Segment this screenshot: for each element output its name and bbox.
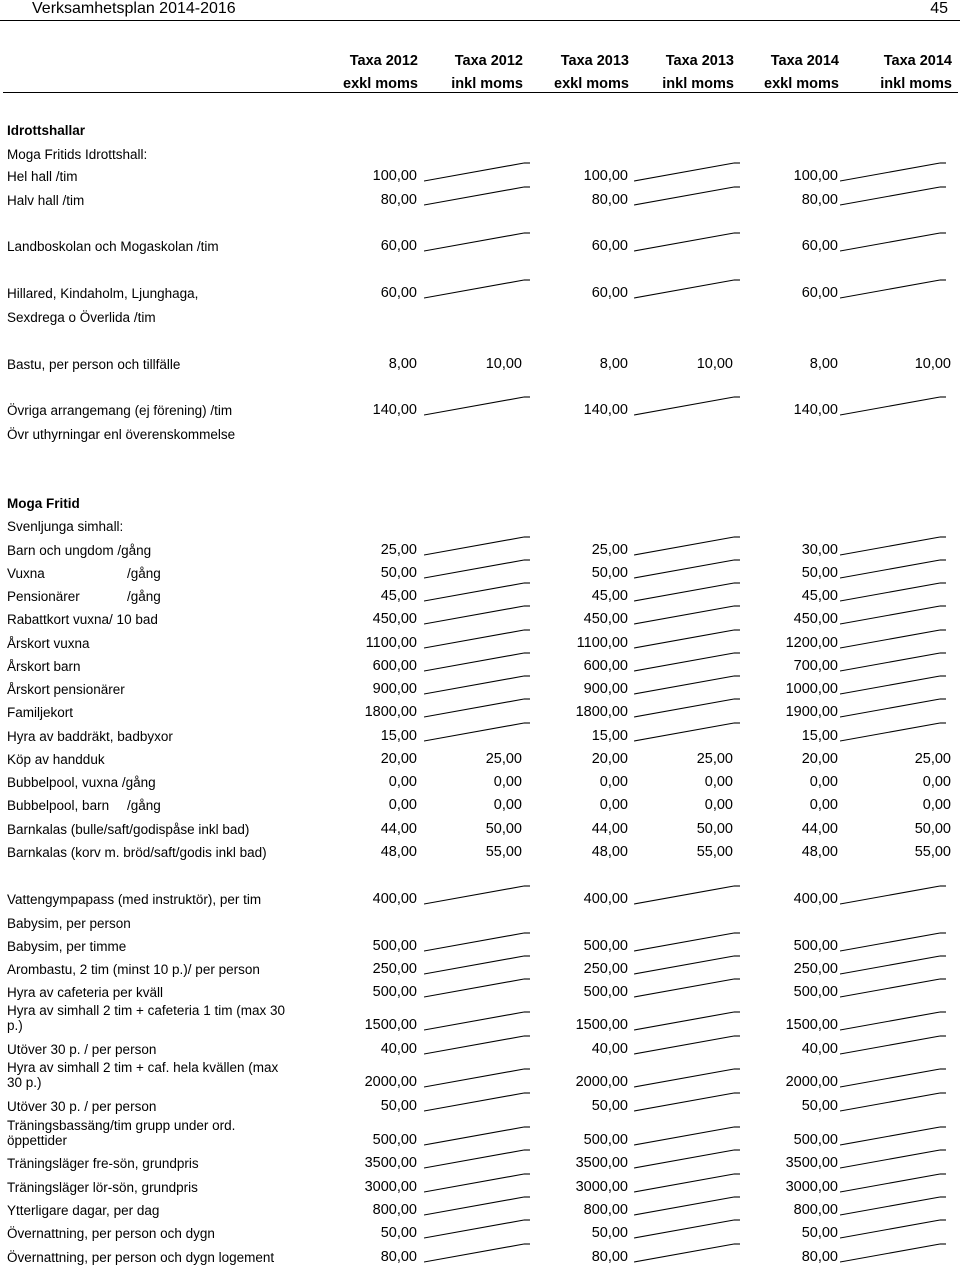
not-applicable-mark <box>424 160 530 182</box>
price-cell: 0,00 <box>599 797 628 813</box>
row-label: Årskort vuxna <box>7 636 90 651</box>
price-cell: 45,00 <box>801 588 838 604</box>
price-cell: 1200,00 <box>785 635 838 651</box>
price-cell: 50,00 <box>801 1225 838 1241</box>
price-cell: 25,00 <box>380 542 417 558</box>
row-label: Barnkalas (korv m. bröd/saft/godis inkl bad) <box>7 845 267 860</box>
price-cell: 1500,00 <box>364 1017 417 1033</box>
not-applicable-mark <box>840 930 946 952</box>
not-applicable-mark <box>424 1171 530 1193</box>
not-applicable-mark <box>424 557 530 579</box>
not-applicable-mark <box>840 160 946 182</box>
not-applicable-mark <box>840 184 946 206</box>
price-cell: 450,00 <box>583 611 628 627</box>
not-applicable-mark <box>634 1090 740 1112</box>
price-cell: 0,00 <box>599 774 628 790</box>
not-applicable-mark <box>840 1171 946 1193</box>
row-label: Sexdrega o Överlida /tim <box>7 310 156 325</box>
price-cell: 1100,00 <box>365 635 417 651</box>
price-cell: 8,00 <box>599 356 628 372</box>
column-header-taxa-2012-inkl: Taxa 2012 inkl moms <box>451 53 523 92</box>
price-cell: 800,00 <box>372 1202 417 1218</box>
price-cell: 0,00 <box>493 774 522 790</box>
row-label-unit: /gång <box>127 589 161 604</box>
row-label: Halv hall /tim <box>7 193 85 208</box>
price-cell: 100,00 <box>793 168 838 184</box>
price-cell: 1500,00 <box>575 1017 628 1033</box>
row-label: Köp av handduk <box>7 752 105 767</box>
not-applicable-mark <box>634 230 740 252</box>
not-applicable-mark <box>424 277 530 299</box>
price-cell: 450,00 <box>793 611 838 627</box>
section-heading: Idrottshallar <box>7 123 86 138</box>
not-applicable-mark <box>840 1033 946 1055</box>
row-label: Övernattning, per person och dygn logement <box>7 1250 275 1265</box>
column-header-taxa-2013-inkl: Taxa 2013 inkl moms <box>662 53 734 92</box>
row-label: Hillared, Kindaholm, Ljunghaga, <box>7 286 199 301</box>
price-cell: 500,00 <box>583 984 628 1000</box>
not-applicable-mark <box>634 1147 740 1169</box>
price-cell: 50,00 <box>914 821 951 837</box>
not-applicable-mark <box>424 1033 530 1055</box>
not-applicable-mark <box>424 627 530 649</box>
not-applicable-mark <box>840 696 946 718</box>
price-cell: 3000,00 <box>575 1179 628 1195</box>
price-cell: 50,00 <box>591 1098 628 1114</box>
not-applicable-mark <box>840 394 946 416</box>
price-cell: 60,00 <box>591 285 628 301</box>
price-cell: 50,00 <box>591 1225 628 1241</box>
not-applicable-mark <box>634 394 740 416</box>
price-cell: 1000,00 <box>785 681 838 697</box>
not-applicable-mark <box>840 883 946 905</box>
price-cell: 20,00 <box>380 751 417 767</box>
not-applicable-mark <box>634 930 740 952</box>
row-label: Babysim, per person <box>7 916 131 931</box>
price-cell: 50,00 <box>380 565 417 581</box>
price-cell: 900,00 <box>583 681 628 697</box>
price-cell: 15,00 <box>380 728 417 744</box>
price-cell: 45,00 <box>591 588 628 604</box>
not-applicable-mark <box>840 557 946 579</box>
not-applicable-mark <box>424 1066 530 1088</box>
section-heading: Moga Fritid <box>7 496 80 511</box>
price-cell: 60,00 <box>380 238 417 254</box>
row-label: Träningsläger fre-sön, grundpris <box>7 1156 199 1171</box>
not-applicable-mark <box>840 953 946 975</box>
not-applicable-mark <box>634 160 740 182</box>
price-cell: 15,00 <box>801 728 838 744</box>
row-label: Övriga arrangemang (ej förening) /tim <box>7 403 233 418</box>
price-cell: 8,00 <box>809 356 838 372</box>
not-applicable-mark <box>634 580 740 602</box>
not-applicable-mark <box>634 534 740 556</box>
row-label: Barn och ungdom /gång <box>7 543 152 558</box>
not-applicable-mark <box>634 696 740 718</box>
price-cell: 2000,00 <box>785 1074 838 1090</box>
not-applicable-mark <box>634 603 740 625</box>
price-cell: 0,00 <box>704 774 733 790</box>
row-label: Arombastu, 2 tim (minst 10 p.)/ per person <box>7 962 260 977</box>
not-applicable-mark <box>840 277 946 299</box>
price-cell: 50,00 <box>801 1098 838 1114</box>
price-cell: 40,00 <box>801 1041 838 1057</box>
not-applicable-mark <box>840 603 946 625</box>
not-applicable-mark <box>840 673 946 695</box>
price-cell: 55,00 <box>696 844 733 860</box>
price-cell: 0,00 <box>809 774 838 790</box>
price-cell: 500,00 <box>793 938 838 954</box>
not-applicable-mark <box>424 580 530 602</box>
not-applicable-mark <box>424 1124 530 1146</box>
not-applicable-mark <box>634 1241 740 1263</box>
not-applicable-mark <box>424 534 530 556</box>
not-applicable-mark <box>840 650 946 672</box>
price-cell: 25,00 <box>591 542 628 558</box>
not-applicable-mark <box>424 394 530 416</box>
price-cell: 1900,00 <box>785 704 838 720</box>
column-header-taxa-2014-inkl: Taxa 2014 inkl moms <box>880 53 952 92</box>
row-label: Årskort pensionärer <box>7 682 125 697</box>
row-label: Årskort barn <box>7 659 81 674</box>
column-header-taxa-2014-exkl: Taxa 2014 exkl moms <box>764 53 839 92</box>
price-cell: 44,00 <box>380 821 417 837</box>
not-applicable-mark <box>634 883 740 905</box>
price-cell: 600,00 <box>372 658 417 674</box>
row-label: Utöver 30 p. / per person <box>7 1042 157 1057</box>
row-label: Familjekort <box>7 705 74 720</box>
not-applicable-mark <box>424 230 530 252</box>
price-cell: 400,00 <box>583 891 628 907</box>
price-cell: 10,00 <box>914 356 951 372</box>
row-label-unit: /gång <box>127 566 161 581</box>
row-label: Träningsläger lör-sön, grundpris <box>7 1180 198 1195</box>
not-applicable-mark <box>634 1217 740 1239</box>
price-cell: 500,00 <box>372 984 417 1000</box>
not-applicable-mark <box>840 627 946 649</box>
price-cell: 1100,00 <box>576 635 628 651</box>
row-label: Babysim, per timme <box>7 939 127 954</box>
price-cell: 2000,00 <box>575 1074 628 1090</box>
price-cell: 20,00 <box>801 751 838 767</box>
price-cell: 80,00 <box>801 192 838 208</box>
price-cell: 50,00 <box>696 821 733 837</box>
row-label: Hyra av baddräkt, badbyxor <box>7 729 173 744</box>
price-cell: 3000,00 <box>785 1179 838 1195</box>
price-cell: 44,00 <box>801 821 838 837</box>
not-applicable-mark <box>840 1241 946 1263</box>
price-cell: 60,00 <box>380 285 417 301</box>
price-cell: 60,00 <box>801 238 838 254</box>
not-applicable-mark <box>424 184 530 206</box>
row-label: Vattengympapass (med instruktör), per tim <box>7 892 262 907</box>
price-cell: 100,00 <box>583 168 628 184</box>
not-applicable-mark <box>424 673 530 695</box>
price-cell: 100,00 <box>372 168 417 184</box>
not-applicable-mark <box>840 720 946 742</box>
price-cell: 25,00 <box>914 751 951 767</box>
not-applicable-mark <box>634 627 740 649</box>
price-cell: 800,00 <box>793 1202 838 1218</box>
price-cell: 0,00 <box>388 797 417 813</box>
price-cell: 3500,00 <box>364 1155 417 1171</box>
page-number: 45 <box>930 0 948 17</box>
price-cell: 50,00 <box>801 565 838 581</box>
price-cell: 0,00 <box>922 774 951 790</box>
row-label: Träningsbassäng/tim grupp under ord. <box>7 1118 236 1133</box>
row-label: Hel hall /tim <box>7 169 78 184</box>
row-label: Pensionärer <box>7 589 80 604</box>
row-label: Landboskolan och Mogaskolan /tim <box>7 239 219 254</box>
price-cell: 140,00 <box>583 402 628 418</box>
not-applicable-mark <box>424 720 530 742</box>
not-applicable-mark <box>424 1241 530 1263</box>
not-applicable-mark <box>634 1171 740 1193</box>
price-cell: 500,00 <box>793 1132 838 1148</box>
row-label: Bubbelpool, barn <box>7 798 110 813</box>
price-cell: 450,00 <box>372 611 417 627</box>
row-label: Moga Fritids Idrottshall: <box>7 147 148 162</box>
not-applicable-mark <box>634 1009 740 1031</box>
price-cell: 60,00 <box>801 285 838 301</box>
price-cell: 80,00 <box>380 192 417 208</box>
price-cell: 800,00 <box>583 1202 628 1218</box>
not-applicable-mark <box>634 1033 740 1055</box>
not-applicable-mark <box>840 1090 946 1112</box>
price-cell: 500,00 <box>793 984 838 1000</box>
price-cell: 48,00 <box>380 844 417 860</box>
price-cell: 250,00 <box>372 961 417 977</box>
not-applicable-mark <box>424 1147 530 1169</box>
price-cell: 1500,00 <box>785 1017 838 1033</box>
price-cell: 250,00 <box>793 961 838 977</box>
price-cell: 80,00 <box>591 1249 628 1265</box>
row-label: Hyra av simhall 2 tim + cafeteria 1 tim (max 30 <box>7 1003 285 1018</box>
price-cell: 600,00 <box>583 658 628 674</box>
price-cell: 500,00 <box>372 1132 417 1148</box>
price-cell: 48,00 <box>801 844 838 860</box>
not-applicable-mark <box>424 883 530 905</box>
price-cell: 40,00 <box>591 1041 628 1057</box>
price-cell: 80,00 <box>591 192 628 208</box>
row-label: Utöver 30 p. / per person <box>7 1099 157 1114</box>
price-cell: 48,00 <box>591 844 628 860</box>
price-cell: 140,00 <box>793 402 838 418</box>
not-applicable-mark <box>424 1009 530 1031</box>
row-label: Hyra av simhall 2 tim + caf. hela kvällen (max <box>7 1060 279 1075</box>
not-applicable-mark <box>634 557 740 579</box>
price-cell: 500,00 <box>372 938 417 954</box>
price-cell: 500,00 <box>583 1132 628 1148</box>
price-cell: 20,00 <box>591 751 628 767</box>
price-cell: 50,00 <box>380 1098 417 1114</box>
price-cell: 50,00 <box>485 821 522 837</box>
price-cell: 25,00 <box>485 751 522 767</box>
price-cell: 500,00 <box>583 938 628 954</box>
price-cell: 30,00 <box>801 542 838 558</box>
price-cell: 0,00 <box>388 774 417 790</box>
row-label: p.) <box>7 1018 23 1033</box>
price-cell: 3500,00 <box>785 1155 838 1171</box>
row-label: 30 p.) <box>7 1075 42 1090</box>
row-label-unit: /gång <box>127 798 161 813</box>
price-cell: 1800,00 <box>575 704 628 720</box>
not-applicable-mark <box>634 650 740 672</box>
not-applicable-mark <box>634 1194 740 1216</box>
price-cell: 40,00 <box>380 1041 417 1057</box>
not-applicable-mark <box>840 976 946 998</box>
not-applicable-mark <box>840 1147 946 1169</box>
price-cell: 700,00 <box>793 658 838 674</box>
price-cell: 1800,00 <box>364 704 417 720</box>
not-applicable-mark <box>634 1066 740 1088</box>
not-applicable-mark <box>840 230 946 252</box>
price-cell: 0,00 <box>704 797 733 813</box>
not-applicable-mark <box>634 277 740 299</box>
not-applicable-mark <box>840 534 946 556</box>
price-cell: 3500,00 <box>575 1155 628 1171</box>
price-cell: 50,00 <box>380 1225 417 1241</box>
not-applicable-mark <box>424 1090 530 1112</box>
row-label: Bastu, per person och tillfälle <box>7 357 181 372</box>
row-label: Svenljunga simhall: <box>7 519 124 534</box>
price-cell: 55,00 <box>485 844 522 860</box>
not-applicable-mark <box>424 976 530 998</box>
row-label: öppettider <box>7 1133 68 1148</box>
row-label: Bubbelpool, vuxna /gång <box>7 775 156 790</box>
price-cell: 15,00 <box>591 728 628 744</box>
price-cell: 900,00 <box>372 681 417 697</box>
not-applicable-mark <box>840 1009 946 1031</box>
price-cell: 250,00 <box>583 961 628 977</box>
price-cell: 55,00 <box>914 844 951 860</box>
column-header-taxa-2013-exkl: Taxa 2013 exkl moms <box>554 53 629 92</box>
price-cell: 10,00 <box>696 356 733 372</box>
not-applicable-mark <box>840 1217 946 1239</box>
not-applicable-mark <box>424 1194 530 1216</box>
row-label: Hyra av cafeteria per kväll <box>7 985 164 1000</box>
not-applicable-mark <box>840 1194 946 1216</box>
not-applicable-mark <box>424 650 530 672</box>
not-applicable-mark <box>840 1066 946 1088</box>
price-cell: 0,00 <box>493 797 522 813</box>
price-cell: 44,00 <box>591 821 628 837</box>
price-cell: 60,00 <box>591 238 628 254</box>
price-cell: 80,00 <box>801 1249 838 1265</box>
not-applicable-mark <box>424 696 530 718</box>
document-title: Verksamhetsplan 2014-2016 <box>32 0 236 17</box>
not-applicable-mark <box>634 673 740 695</box>
price-cell: 80,00 <box>380 1249 417 1265</box>
price-cell: 45,00 <box>380 588 417 604</box>
not-applicable-mark <box>424 953 530 975</box>
not-applicable-mark <box>424 1217 530 1239</box>
row-label: Barnkalas (bulle/saft/godispåse inkl bad) <box>7 822 250 837</box>
row-label: Övr uthyrningar enl överenskommelse <box>7 427 236 442</box>
row-label: Övernattning, per person och dygn <box>7 1226 215 1241</box>
row-label: Vuxna <box>7 566 45 581</box>
price-cell: 2000,00 <box>364 1074 417 1090</box>
price-cell: 50,00 <box>591 565 628 581</box>
not-applicable-mark <box>634 1124 740 1146</box>
price-cell: 140,00 <box>372 402 417 418</box>
column-header-taxa-2012-exkl: Taxa 2012 exkl moms <box>343 53 418 92</box>
not-applicable-mark <box>634 953 740 975</box>
not-applicable-mark <box>424 603 530 625</box>
price-cell: 3000,00 <box>364 1179 417 1195</box>
row-label: Ytterligare dagar, per dag <box>7 1203 160 1218</box>
not-applicable-mark <box>840 1124 946 1146</box>
not-applicable-mark <box>840 580 946 602</box>
price-cell: 400,00 <box>793 891 838 907</box>
price-cell: 25,00 <box>696 751 733 767</box>
not-applicable-mark <box>424 930 530 952</box>
row-label: Rabattkort vuxna/ 10 bad <box>7 612 158 627</box>
price-cell: 8,00 <box>388 356 417 372</box>
not-applicable-mark <box>634 976 740 998</box>
not-applicable-mark <box>634 184 740 206</box>
price-cell: 10,00 <box>485 356 522 372</box>
price-cell: 0,00 <box>922 797 951 813</box>
not-applicable-mark <box>634 720 740 742</box>
price-cell: 0,00 <box>809 797 838 813</box>
price-cell: 400,00 <box>372 891 417 907</box>
